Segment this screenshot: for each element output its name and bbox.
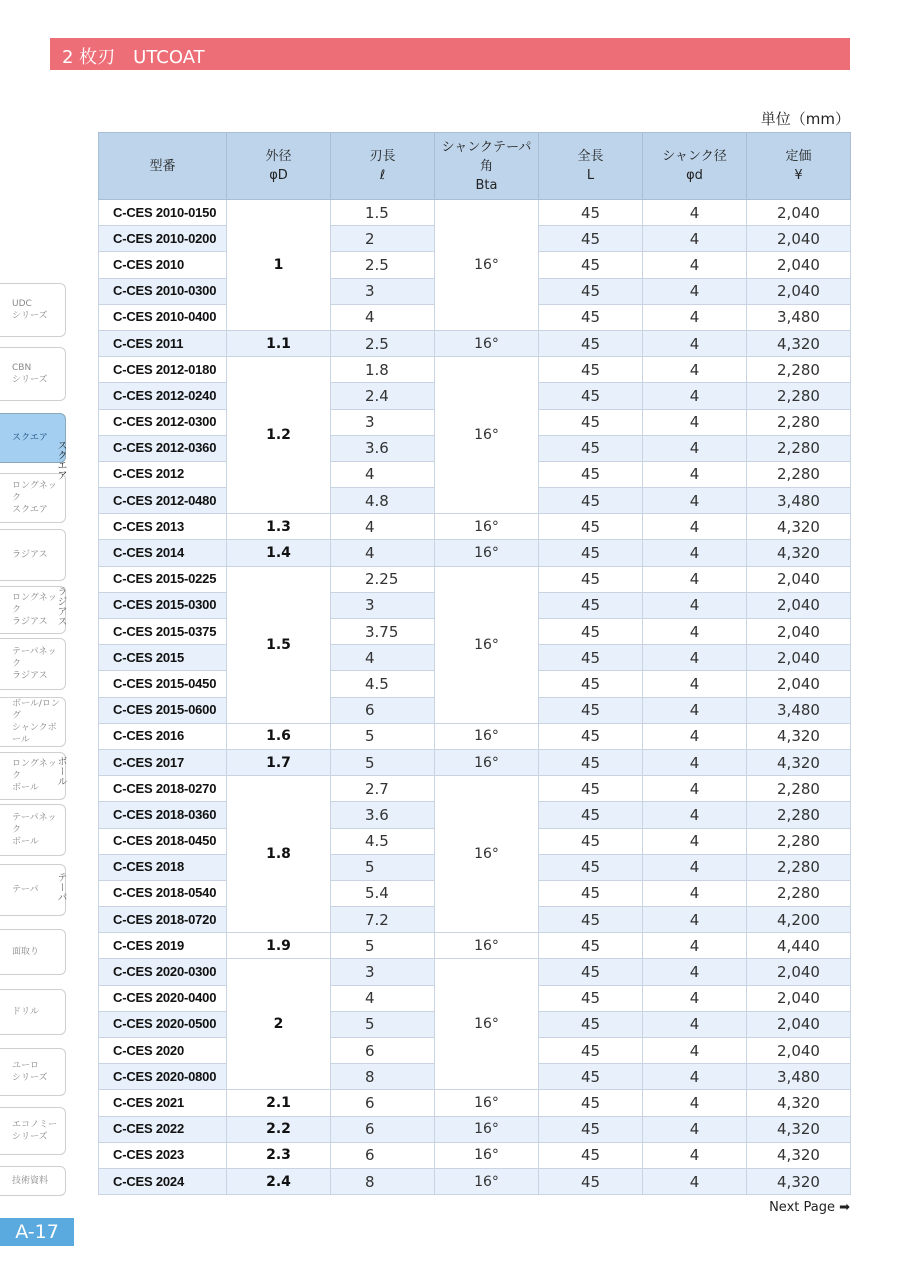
model-number-cell: C-CES 2024: [99, 1168, 227, 1194]
model-number-cell: C-CES 2010-0300: [99, 278, 227, 304]
flute-length-cell: 2: [331, 226, 435, 252]
table-row: [99, 514, 851, 540]
overall-length-cell: 45: [539, 357, 643, 383]
shank-diameter-cell: 4: [643, 200, 747, 226]
shank-diameter-cell: 4: [643, 985, 747, 1011]
table-row: [99, 723, 851, 749]
page-number-badge: A-17: [0, 1218, 74, 1246]
list-price-cell: 2,280: [747, 802, 851, 828]
list-price-cell: 2,280: [747, 383, 851, 409]
flute-length-cell: 1.8: [331, 357, 435, 383]
shank-diameter-cell: 4: [643, 880, 747, 906]
list-price-cell: 2,040: [747, 226, 851, 252]
list-price-cell: 4,320: [747, 749, 851, 775]
flute-length-cell: 4.5: [331, 828, 435, 854]
column-header-symbol: L: [586, 168, 595, 183]
model-number-cell: C-CES 2018-0270: [99, 776, 227, 802]
flute-length-cell: 4: [331, 461, 435, 487]
table-row: [99, 566, 851, 592]
overall-length-cell: 45: [539, 383, 643, 409]
column-header: [331, 133, 435, 200]
shank-diameter-cell: 4: [643, 776, 747, 802]
list-price-cell: 4,320: [747, 1142, 851, 1168]
model-number-cell: C-CES 2010-0200: [99, 226, 227, 252]
shank-diameter-cell: 4: [643, 1064, 747, 1090]
model-number-cell: C-CES 2010-0150: [99, 200, 227, 226]
flute-length-cell: 5: [331, 933, 435, 959]
flute-length-cell: 5.4: [331, 880, 435, 906]
overall-length-cell: 45: [539, 252, 643, 278]
column-header-label: シャンクテーパ角: [441, 139, 532, 174]
list-price-cell: 4,440: [747, 933, 851, 959]
model-number-cell: C-CES 2017: [99, 749, 227, 775]
table-header-row: [99, 133, 851, 200]
column-header: [227, 133, 331, 200]
model-number-cell: C-CES 2020: [99, 1038, 227, 1064]
outer-diameter-cell: 1.3: [227, 514, 331, 540]
outer-diameter-cell: 1.8: [227, 776, 331, 933]
model-number-cell: C-CES 2020-0800: [99, 1064, 227, 1090]
model-number-cell: C-CES 2015-0375: [99, 619, 227, 645]
column-header-label: 全長: [577, 149, 604, 164]
shank-diameter-cell: 4: [643, 1038, 747, 1064]
overall-length-cell: 45: [539, 723, 643, 749]
flute-length-cell: 3: [331, 959, 435, 985]
shank-taper-angle-cell: 16°: [435, 540, 539, 566]
overall-length-cell: 45: [539, 985, 643, 1011]
shank-taper-angle-cell: 16°: [435, 959, 539, 1090]
overall-length-cell: 45: [539, 461, 643, 487]
model-number-cell: C-CES 2019: [99, 933, 227, 959]
overall-length-cell: 45: [539, 619, 643, 645]
column-header-symbol: φD: [269, 168, 288, 183]
overall-length-cell: 45: [539, 1064, 643, 1090]
shank-taper-angle-cell: 16°: [435, 749, 539, 775]
overall-length-cell: 45: [539, 226, 643, 252]
flute-length-cell: 2.4: [331, 383, 435, 409]
flute-length-cell: 2.5: [331, 252, 435, 278]
list-price-cell: 4,320: [747, 540, 851, 566]
overall-length-cell: 45: [539, 933, 643, 959]
outer-diameter-cell: 1.6: [227, 723, 331, 749]
flute-length-cell: 6: [331, 1090, 435, 1116]
list-price-cell: 3,480: [747, 1064, 851, 1090]
outer-diameter-cell: 1.2: [227, 357, 331, 514]
outer-diameter-cell: 1: [227, 200, 331, 331]
shank-diameter-cell: 4: [643, 383, 747, 409]
overall-length-cell: 45: [539, 645, 643, 671]
side-tab[interactable]: UDC シリーズ: [0, 283, 66, 337]
shank-diameter-cell: 4: [643, 435, 747, 461]
model-number-cell: C-CES 2018: [99, 854, 227, 880]
list-price-cell: 2,040: [747, 592, 851, 618]
table-row: [99, 1116, 851, 1142]
outer-diameter-cell: 2.3: [227, 1142, 331, 1168]
overall-length-cell: 45: [539, 514, 643, 540]
list-price-cell: 4,320: [747, 1090, 851, 1116]
section-title-bar: [50, 38, 850, 70]
shank-diameter-cell: 4: [643, 671, 747, 697]
flute-length-cell: 3.6: [331, 435, 435, 461]
overall-length-cell: 45: [539, 330, 643, 356]
list-price-cell: 2,280: [747, 776, 851, 802]
model-number-cell: C-CES 2012-0360: [99, 435, 227, 461]
side-nav: [0, 0, 90, 1272]
overall-length-cell: 45: [539, 854, 643, 880]
flute-length-cell: 3: [331, 409, 435, 435]
shank-taper-angle-cell: 16°: [435, 723, 539, 749]
outer-diameter-cell: 2.2: [227, 1116, 331, 1142]
outer-diameter-cell: 2: [227, 959, 331, 1090]
side-tab[interactable]: CBN シリーズ: [0, 347, 66, 401]
table-row: [99, 933, 851, 959]
column-header-symbol: φd: [686, 168, 703, 183]
model-number-cell: C-CES 2015-0600: [99, 697, 227, 723]
model-number-cell: C-CES 2018-0450: [99, 828, 227, 854]
shank-diameter-cell: 4: [643, 907, 747, 933]
overall-length-cell: 45: [539, 435, 643, 461]
shank-taper-angle-cell: 16°: [435, 330, 539, 356]
column-header-label: 外径: [265, 149, 292, 164]
shank-diameter-cell: 4: [643, 514, 747, 540]
model-number-cell: C-CES 2012: [99, 461, 227, 487]
table-row: [99, 1090, 851, 1116]
table-row: [99, 776, 851, 802]
list-price-cell: 2,040: [747, 252, 851, 278]
flute-length-cell: 4: [331, 645, 435, 671]
shank-diameter-cell: 4: [643, 566, 747, 592]
model-number-cell: C-CES 2015-0225: [99, 566, 227, 592]
outer-diameter-cell: 1.7: [227, 749, 331, 775]
spec-table: [98, 132, 851, 1195]
section-vertical-label: テーパ: [55, 872, 66, 902]
shank-diameter-cell: 4: [643, 697, 747, 723]
flute-length-cell: 8: [331, 1064, 435, 1090]
model-number-cell: C-CES 2012-0300: [99, 409, 227, 435]
flute-length-cell: 4.8: [331, 488, 435, 514]
outer-diameter-cell: 1.1: [227, 330, 331, 356]
shank-diameter-cell: 4: [643, 1011, 747, 1037]
shank-taper-angle-cell: 16°: [435, 514, 539, 540]
shank-diameter-cell: 4: [643, 409, 747, 435]
model-number-cell: C-CES 2013: [99, 514, 227, 540]
model-number-cell: C-CES 2020-0400: [99, 985, 227, 1011]
flute-length-cell: 3: [331, 592, 435, 618]
shank-diameter-cell: 4: [643, 1168, 747, 1194]
table-row: [99, 959, 851, 985]
column-header: [747, 133, 851, 200]
outer-diameter-cell: 2.4: [227, 1168, 331, 1194]
model-number-cell: C-CES 2012-0240: [99, 383, 227, 409]
flute-length-cell: 7.2: [331, 907, 435, 933]
overall-length-cell: 45: [539, 1168, 643, 1194]
list-price-cell: 2,280: [747, 435, 851, 461]
list-price-cell: 4,320: [747, 514, 851, 540]
overall-length-cell: 45: [539, 278, 643, 304]
list-price-cell: 4,320: [747, 330, 851, 356]
shank-diameter-cell: 4: [643, 959, 747, 985]
list-price-cell: 4,200: [747, 907, 851, 933]
shank-diameter-cell: 4: [643, 723, 747, 749]
model-number-cell: C-CES 2020-0500: [99, 1011, 227, 1037]
shank-taper-angle-cell: 16°: [435, 1142, 539, 1168]
list-price-cell: 4,320: [747, 1116, 851, 1142]
list-price-cell: 3,480: [747, 304, 851, 330]
overall-length-cell: 45: [539, 907, 643, 933]
overall-length-cell: 45: [539, 304, 643, 330]
overall-length-cell: 45: [539, 776, 643, 802]
overall-length-cell: 45: [539, 1142, 643, 1168]
side-tab[interactable]: エコノミー シリーズ: [0, 1107, 66, 1155]
side-tab[interactable]: ロングネック ボール: [0, 752, 66, 800]
flute-length-cell: 3.6: [331, 802, 435, 828]
table-row: [99, 330, 851, 356]
shank-diameter-cell: 4: [643, 619, 747, 645]
shank-diameter-cell: 4: [643, 592, 747, 618]
next-page-link[interactable]: Next Page ➡: [769, 1200, 850, 1215]
model-number-cell: C-CES 2015: [99, 645, 227, 671]
list-price-cell: 2,040: [747, 278, 851, 304]
flute-length-cell: 4: [331, 304, 435, 330]
list-price-cell: 2,280: [747, 461, 851, 487]
flute-length-cell: 4: [331, 514, 435, 540]
overall-length-cell: 45: [539, 671, 643, 697]
side-tab[interactable]: 面取り: [0, 929, 66, 975]
shank-taper-angle-cell: 16°: [435, 566, 539, 723]
flute-length-cell: 2.25: [331, 566, 435, 592]
shank-diameter-cell: 4: [643, 645, 747, 671]
flute-length-cell: 4.5: [331, 671, 435, 697]
unit-label: 単位（mm）: [760, 110, 850, 128]
shank-diameter-cell: 4: [643, 933, 747, 959]
column-header-label: 定価: [785, 149, 812, 164]
list-price-cell: 2,040: [747, 1011, 851, 1037]
column-header-label: シャンク径: [662, 149, 727, 164]
shank-diameter-cell: 4: [643, 828, 747, 854]
model-number-cell: C-CES 2018-0720: [99, 907, 227, 933]
table-row: [99, 540, 851, 566]
list-price-cell: 2,280: [747, 828, 851, 854]
section-title: 2 枚刃 UTCOAT: [62, 47, 205, 68]
model-number-cell: C-CES 2015-0450: [99, 671, 227, 697]
list-price-cell: 2,040: [747, 200, 851, 226]
shank-diameter-cell: 4: [643, 1090, 747, 1116]
shank-diameter-cell: 4: [643, 1142, 747, 1168]
shank-diameter-cell: 4: [643, 749, 747, 775]
overall-length-cell: 45: [539, 802, 643, 828]
shank-taper-angle-cell: 16°: [435, 357, 539, 514]
shank-taper-angle-cell: 16°: [435, 200, 539, 331]
outer-diameter-cell: 1.4: [227, 540, 331, 566]
column-header-symbol: ¥: [794, 168, 803, 183]
shank-diameter-cell: 4: [643, 488, 747, 514]
model-number-cell: C-CES 2012-0180: [99, 357, 227, 383]
section-vertical-label: ボール: [55, 756, 66, 786]
shank-taper-angle-cell: 16°: [435, 933, 539, 959]
model-number-cell: C-CES 2012-0480: [99, 488, 227, 514]
flute-length-cell: 5: [331, 1011, 435, 1037]
table-row: [99, 749, 851, 775]
shank-taper-angle-cell: 16°: [435, 1168, 539, 1194]
flute-length-cell: 3: [331, 278, 435, 304]
model-number-cell: C-CES 2010-0400: [99, 304, 227, 330]
column-header-label: 刃長: [369, 149, 396, 164]
flute-length-cell: 6: [331, 697, 435, 723]
side-tab[interactable]: ラジアス: [0, 529, 66, 581]
list-price-cell: 2,040: [747, 619, 851, 645]
flute-length-cell: 1.5: [331, 200, 435, 226]
list-price-cell: 4,320: [747, 723, 851, 749]
flute-length-cell: 4: [331, 985, 435, 1011]
flute-length-cell: 6: [331, 1142, 435, 1168]
side-tab[interactable]: ロングネック スクエア: [0, 473, 66, 523]
side-tab[interactable]: ボール/ロング シャンクボール: [0, 697, 66, 747]
list-price-cell: 2,040: [747, 566, 851, 592]
shank-diameter-cell: 4: [643, 357, 747, 383]
overall-length-cell: 45: [539, 566, 643, 592]
shank-diameter-cell: 4: [643, 304, 747, 330]
list-price-cell: 2,280: [747, 880, 851, 906]
flute-length-cell: 5: [331, 723, 435, 749]
table-row: [99, 1142, 851, 1168]
list-price-cell: 2,280: [747, 854, 851, 880]
outer-diameter-cell: 1.9: [227, 933, 331, 959]
column-header-symbol: ℓ: [379, 168, 386, 183]
shank-diameter-cell: 4: [643, 252, 747, 278]
shank-taper-angle-cell: 16°: [435, 776, 539, 933]
section-vertical-label: ラジアス: [55, 586, 66, 626]
column-header: [539, 133, 643, 200]
side-tab[interactable]: テーパ: [0, 864, 66, 916]
shank-diameter-cell: 4: [643, 461, 747, 487]
flute-length-cell: 2.5: [331, 330, 435, 356]
overall-length-cell: 45: [539, 828, 643, 854]
side-tab[interactable]: テーパネック ラジアス: [0, 638, 66, 690]
column-header-symbol: Bta: [475, 177, 498, 193]
overall-length-cell: 45: [539, 409, 643, 435]
side-tab[interactable]: ドリル: [0, 989, 66, 1035]
flute-length-cell: 2.7: [331, 776, 435, 802]
flute-length-cell: 8: [331, 1168, 435, 1194]
model-number-cell: C-CES 2022: [99, 1116, 227, 1142]
flute-length-cell: 5: [331, 749, 435, 775]
side-tab[interactable]: ロングネック ラジアス: [0, 586, 66, 634]
overall-length-cell: 45: [539, 200, 643, 226]
model-number-cell: C-CES 2020-0300: [99, 959, 227, 985]
overall-length-cell: 45: [539, 1090, 643, 1116]
shank-diameter-cell: 4: [643, 226, 747, 252]
side-tab[interactable]: テーパネック ボール: [0, 804, 66, 856]
list-price-cell: 2,040: [747, 985, 851, 1011]
overall-length-cell: 45: [539, 1116, 643, 1142]
overall-length-cell: 45: [539, 880, 643, 906]
outer-diameter-cell: 1.5: [227, 566, 331, 723]
model-number-cell: C-CES 2018-0360: [99, 802, 227, 828]
list-price-cell: 2,040: [747, 671, 851, 697]
overall-length-cell: 45: [539, 697, 643, 723]
overall-length-cell: 45: [539, 592, 643, 618]
model-number-cell: C-CES 2021: [99, 1090, 227, 1116]
model-number-cell: C-CES 2016: [99, 723, 227, 749]
column-header-label: 型番: [149, 158, 176, 174]
flute-length-cell: 3.75: [331, 619, 435, 645]
list-price-cell: 2,040: [747, 645, 851, 671]
list-price-cell: 2,040: [747, 1038, 851, 1064]
shank-taper-angle-cell: 16°: [435, 1116, 539, 1142]
flute-length-cell: 6: [331, 1116, 435, 1142]
section-vertical-label: スクエア: [55, 440, 66, 480]
table-row: [99, 200, 851, 226]
model-number-cell: C-CES 2015-0300: [99, 592, 227, 618]
shank-diameter-cell: 4: [643, 854, 747, 880]
overall-length-cell: 45: [539, 540, 643, 566]
shank-diameter-cell: 4: [643, 278, 747, 304]
flute-length-cell: 5: [331, 854, 435, 880]
side-tab[interactable]: ユーロ シリーズ: [0, 1048, 66, 1096]
shank-diameter-cell: 4: [643, 802, 747, 828]
list-price-cell: 2,040: [747, 959, 851, 985]
side-tab[interactable]: スクエア: [0, 413, 66, 463]
shank-diameter-cell: 4: [643, 540, 747, 566]
list-price-cell: 4,320: [747, 1168, 851, 1194]
overall-length-cell: 45: [539, 959, 643, 985]
column-header: [435, 133, 539, 200]
column-header: [643, 133, 747, 200]
list-price-cell: 3,480: [747, 488, 851, 514]
list-price-cell: 3,480: [747, 697, 851, 723]
outer-diameter-cell: 2.1: [227, 1090, 331, 1116]
flute-length-cell: 4: [331, 540, 435, 566]
model-number-cell: C-CES 2023: [99, 1142, 227, 1168]
column-header: [99, 133, 227, 200]
list-price-cell: 2,280: [747, 409, 851, 435]
model-number-cell: C-CES 2014: [99, 540, 227, 566]
shank-diameter-cell: 4: [643, 1116, 747, 1142]
shank-diameter-cell: 4: [643, 330, 747, 356]
model-number-cell: C-CES 2010: [99, 252, 227, 278]
overall-length-cell: 45: [539, 1011, 643, 1037]
model-number-cell: C-CES 2018-0540: [99, 880, 227, 906]
overall-length-cell: 45: [539, 488, 643, 514]
overall-length-cell: 45: [539, 749, 643, 775]
side-tab[interactable]: 技術資料: [0, 1166, 66, 1196]
shank-taper-angle-cell: 16°: [435, 1090, 539, 1116]
table-row: [99, 357, 851, 383]
list-price-cell: 2,280: [747, 357, 851, 383]
overall-length-cell: 45: [539, 1038, 643, 1064]
table-row: [99, 1168, 851, 1194]
model-number-cell: C-CES 2011: [99, 330, 227, 356]
flute-length-cell: 6: [331, 1038, 435, 1064]
